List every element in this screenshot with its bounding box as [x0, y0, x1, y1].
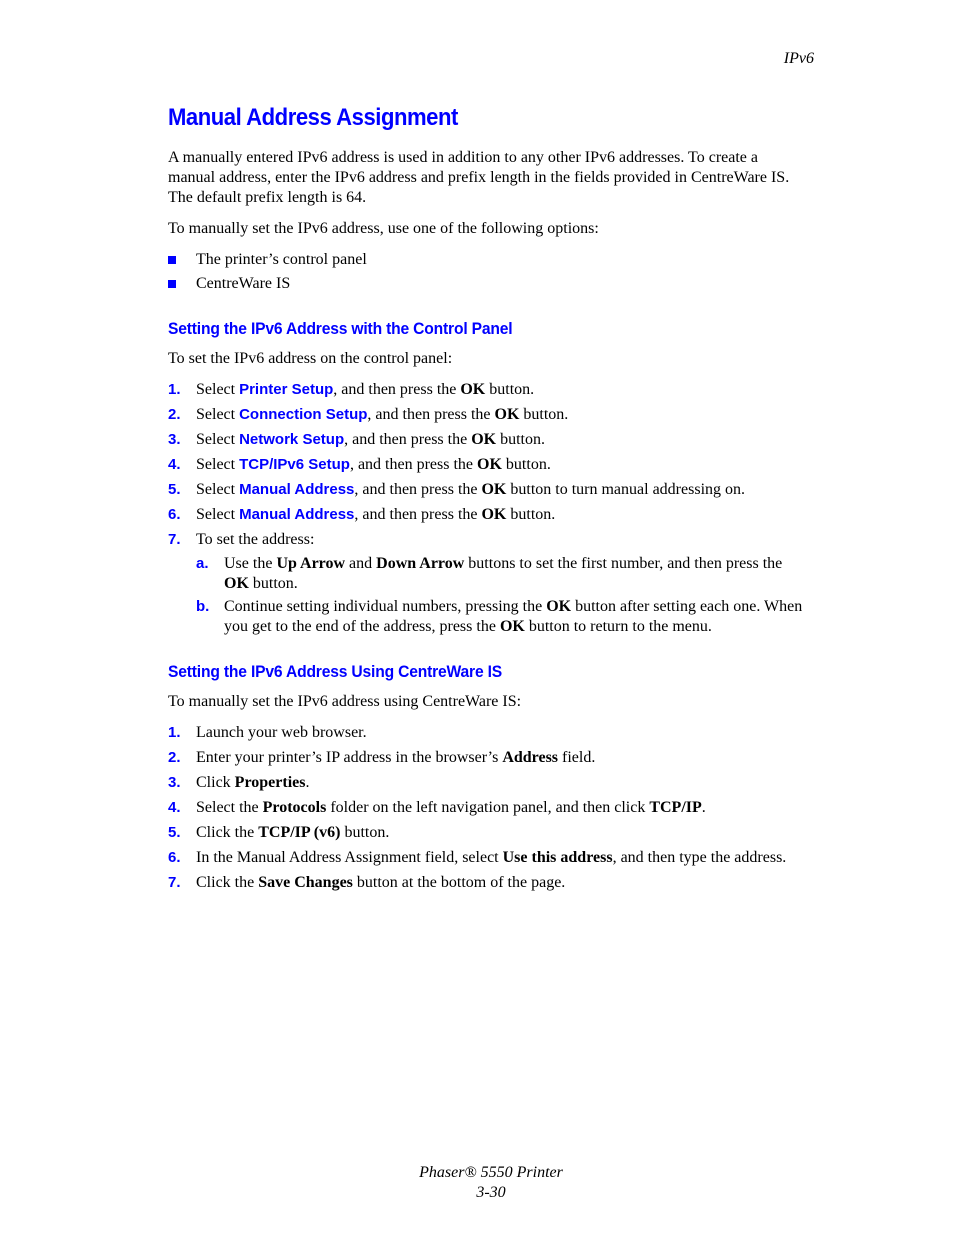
step-item: 2. Select Connection Setup, and then press the OK button. [168, 406, 569, 423]
page-number: 3-30 [476, 1184, 506, 1201]
step-item: 1. Select Printer Setup, and then press the OK button. [168, 381, 535, 398]
step-item: 4. Select the Protocols folder on the left navigation panel, and then click TCP/IP. [168, 799, 706, 816]
section-lead: To set the IPv6 address on the control panel: [168, 350, 453, 367]
address-substeps [196, 554, 808, 637]
step-item: 7. To set the address: a. Use the Up Arrow and Down Arrow buttons to set the first number, and then press the OK button. b. Continue setting individual numbers, pressing the OK button after setting each one. When you get to the end of the address, press the OK button to return to the menu. [168, 530, 808, 637]
menu-item-name: Manual Address [239, 506, 355, 523]
page-content [168, 104, 808, 918]
menu-item-name: TCP/IPv6 Setup [239, 456, 350, 473]
options-lead: To manually set the IPv6 address, use one of the following options: [168, 220, 599, 237]
substep-item: b. Continue setting individual numbers, pressing the OK button after setting each one. When you get to the end of the address, press the OK button to return to the menu. [196, 598, 803, 635]
step-item: 4. Select TCP/IPv6 Setup, and then press the OK button. [168, 456, 551, 473]
step-item: 2. Enter your printer’s IP address in the browser’s Address field. [168, 749, 596, 766]
menu-item-name: Network Setup [239, 431, 345, 448]
step-item: 6. Select Manual Address, and then press the OK button. [168, 506, 556, 523]
centreware-steps [168, 723, 808, 893]
square-bullet-icon [168, 256, 176, 264]
step-item: 3. Select Network Setup, and then press the OK button. [168, 431, 545, 448]
step-item: 6. In the Manual Address Assignment field, select Use this address, and then type the address. [168, 849, 787, 866]
control-panel-steps [168, 380, 808, 637]
square-bullet-icon [168, 280, 176, 288]
step-item: 1. Launch your web browser. [168, 724, 367, 741]
intro-paragraph: A manually entered IPv6 address is used in addition to any other IPv6 addresses. To create a manual address, enter the IPv6 address and prefix length in the fields provided in CentreWare IS. The default prefix length is 64. [168, 149, 790, 206]
section-heading-centreware: Setting the IPv6 Address Using CentreWare IS [168, 662, 503, 681]
step-item: 5. Click the TCP/IP (v6) button. [168, 824, 390, 841]
step-item: 3. Click Properties. [168, 774, 310, 791]
menu-item-name: Manual Address [239, 481, 355, 498]
page-footer [0, 1163, 954, 1203]
running-header: IPv6 [783, 50, 814, 67]
menu-item-name: Printer Setup [239, 381, 334, 398]
step-item: 7. Click the Save Changes button at the bottom of the page. [168, 874, 566, 891]
list-item: The printer’s control panel [168, 250, 808, 270]
footer-product: Phaser® 5550 Printer [419, 1164, 563, 1181]
step-item: 5. Select Manual Address, and then press the OK button to turn manual addressing on. [168, 481, 746, 498]
substep-item: a. Use the Up Arrow and Down Arrow buttons to set the first number, and then press the OK button. [196, 555, 783, 592]
options-list [168, 250, 808, 294]
list-item: CentreWare IS [168, 274, 808, 294]
page-title: Manual Address Assignment [168, 104, 458, 131]
menu-item-name: Connection Setup [239, 406, 368, 423]
section-heading-control-panel: Setting the IPv6 Address with the Control Panel [168, 319, 513, 338]
section-lead: To manually set the IPv6 address using CentreWare IS: [168, 693, 522, 710]
